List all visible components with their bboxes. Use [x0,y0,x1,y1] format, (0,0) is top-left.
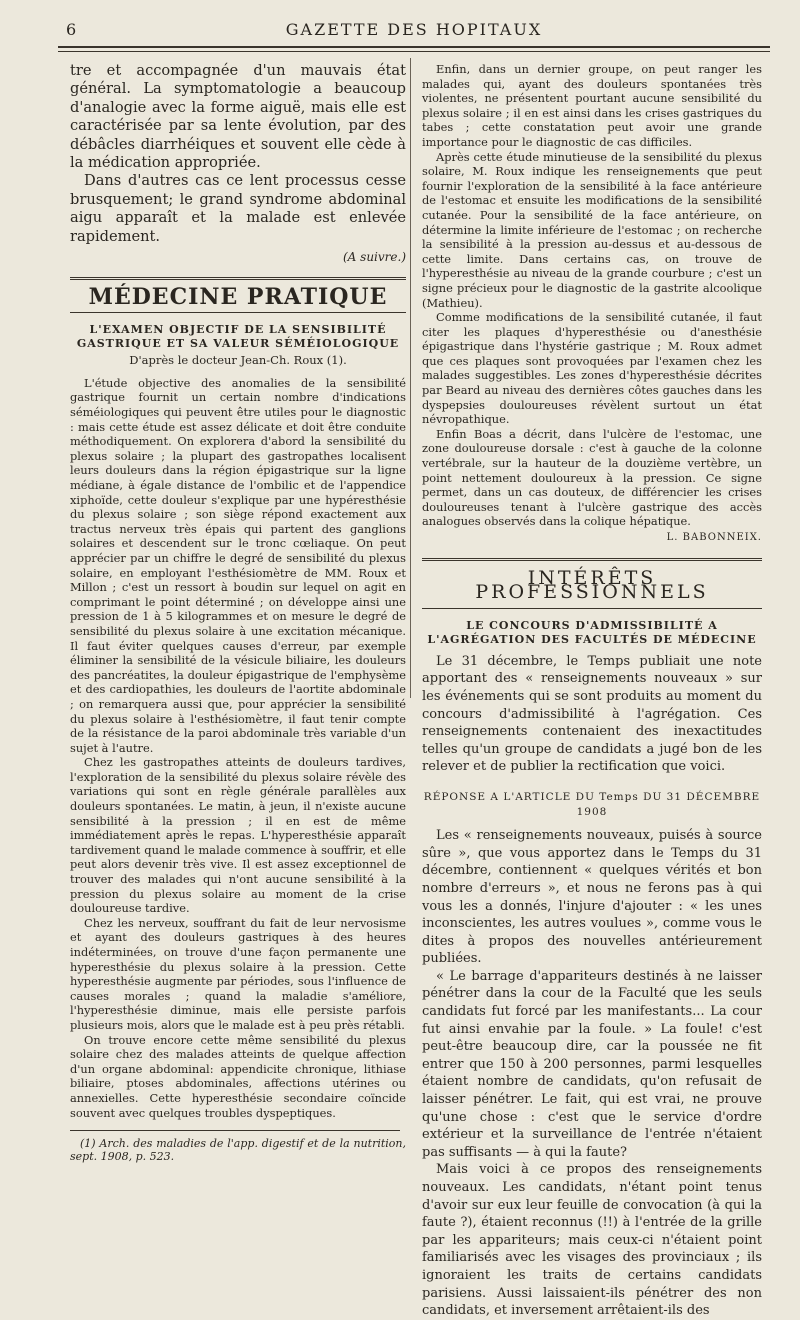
reply-paragraph: Mais voici à ce propos des renseignements nouveaux. Les candidats, n'étant point tenus d'avoir sur eux leur feuille de convocation (à qui la faute ?), étaient reconnus (!!) à l'entrée de la grille par les appariteurs; mais ceux-ci n'étaient point familiarisés avec les visages des provinciaux ; ils ignoraient les traits de certains candidats parisiens. Aussi laissaient-ils pénétrer des non candidats, et inversement arrêtaient-ils des [422,1162,762,1319]
header-rule [58,46,770,48]
article-paragraph: Chez les nerveux, souffrant du fait de leur nervosisme et ayant des douleurs gastriques à des heures indéterminées, on trouve d'une façon permanente une hyperesthésie du plexus solaire à la pression. Cette hyperesthésie augmente par périodes, sous l'influence de causes morales ; quand la maladie s'améliore, l'hyperesthésie diminue, mais elle persiste parfois plusieurs mois, alors que le malade est à peu près rétabli. [70,915,406,1032]
article-title: LE CONCOURS D'ADMISSIBILITÉ A L'AGRÉGATION DES FACULTÉS DE MÉDECINE [427,618,757,646]
reply-title: RÉPONSE A L'ARTICLE DU Temps DU 31 DÉCEMBRE 1908 [423,790,761,818]
footnote: (1) Arch. des maladies de l'app. digestif et de la nutrition, sept. 1908, p. 523. [70,1137,406,1164]
journal-title: GAZETTE DES HOPITAUX [285,20,543,39]
article-paragraph: Le 31 décembre, le Temps publiait une note apportant des « renseignements nouveaux » sur les événements qui se sont produits au moment du concours d'admissibilité à l'agrégation. Ces renseignements contenaient des inexactitudes telles qu'un groupe de candidats a jugé bon de les relever et de publier la rectification que voici. [422,653,762,775]
newspaper-page [58,18,770,1319]
article-paragraph: Après cette étude minutieuse de la sensibilité du plexus solaire, M. Roux indique les renseignements que peut fournir l'exploration de la sensibilité à la face antérieure de l'estomac et ensuite les modifications de la sensibilité cutanée. Pour la sensibilité de la face antérieure, on détermine la limite inférieure de l'estomac ; on recherche la sensibilité à la pression au-dessus et au-dessous de cette limite. Dans certains cas, on trouve de l'hyperesthésie au niveau de la grande courbure ; c'est un signe précieux pour le diagnostic de la gastrite alcoolique (Mathieu). [422,149,762,310]
reply-paragraph: Les « renseignements nouveaux, puisés à source sûre », que vous apportez dans le Temps du 31 décembre, contiennent « quelques vérités et bon nombre d'erreurs », et nous ne ferons pas à qui vous les a donnés, l'injure d'ajouter : « les unes inconscientes, les autres voulues », comme vous le dites à propos des nouvelles antérieurement publiées. [422,828,762,967]
section-rule-thin [70,312,406,313]
intro-paragraph: Dans d'autres cas ce lent processus cesse brusquement; le grand syndrome abdominal aigu apparaît et la malade est enlevée rapidement. [70,172,406,245]
page-number: 6 [66,20,79,39]
article-paragraph: Enfin Boas a décrit, dans l'ulcère de l'estomac, une zone douloureuse dorsale : c'est à gauche de la colonne vertébrale, sur la hauteur de la douzième vertèbre, un point nettement douloureux à la pression. Ce signe permet, dans un cas douteux, de différencier les crises douloureuses tenant à l'ulcère gastrique des accès analogues observés dans la colique hépatique. [422,426,762,529]
section-title-interets-professionnels: INTÉRÊTS PROFESSIONNELS [475,566,709,604]
footnote-rule [70,1130,400,1131]
column-divider [410,58,411,698]
left-column [70,62,406,1163]
article-byline: D'après le docteur Jean-Ch. Roux (1). [129,353,347,368]
reply-paragraph: « Le barrage d'appariteurs destinés à ne laisser pénétrer dans la cour de la Faculté que les seuls candidats fut forcé par les manifestants... La cour fut ainsi envahie par la foule. » La foule! c'est peut-être beaucoup dire, car la poussée ne fit entrer que 150 à 200 personnes, parmi lesquelles étaient nombre de candidats, qu'on refusait de laisser pénétrer. Le fait, qui est vrai, ne prouve qu'une chose : c'est que le service d'ordre extérieur et la surveillance de l'entrée n'étaient pas suffisants — à qui la faute? [422,968,762,1160]
header-rule-thin [58,51,770,52]
article-paragraph: L'étude objective des anomalies de la sensibilité gastrique fournit un certain nombre d'indications séméiologiques qui peuvent être utiles pour le diagnostic : mais cette étude est assez délicate et doit être conduite méthodiquement. On explorera d'abord la sensibilité du plexus solaire ; la plupart des gastropathes localisent leurs douleurs dans la région épigastrique sur la ligne médiane, à égale distance de l'ombilic et de l'appendice xiphoïde, cette douleur s'explique par une hypéresthésie du plexus solaire ; son siège répond exactement aux tractus nerveux très épais qui partent des ganglions solaires et descendent sur le tronc cœliaque. On peut apprécier par un chiffre le degré de sensibilité du plexus solaire, en employant l'esthésiomètre de MM. Roux et Millon ; c'est un ressort à boudin sur lequel on agit en comprimant le point déterminé ; on développe ainsi une pression de 1 à 5 kilogrammes et on mesure le degré de sensibilité du plexus solaire à une excitation mécanique. Il faut éviter quelques causes d'erreur, par exemple éliminer la sensibilité de la vésicule biliaire, les douleurs des pancréatites, la douleur épigastrique de l'emphysème et des cardiopathies, les douleurs de l'aortite abdominale ; on remarquera aussi que, pour apprécier la sensibilité du plexus solaire à l'esthésiomètre, il faut tenir compte de la résistance de la paroi abdominale très variable d'un sujet à l'autre. [70,375,406,755]
article-paragraph: Comme modifications de la sensibilité cutanée, il faut citer les plaques d'hyperesthésie ou d'anesthésie épigastrique dans l'hystérie gastrique ; M. Roux admet que ces plaques sont provoquées par l'examen chez les malades suggestibles. Les zones d'hyperesthésie décrites par Beard au niveau des dernières côtes gauches dans les dyspepsies douloureuses révèlent surtout un état névropathique. [422,310,762,427]
article-paragraph: Chez les gastropathes atteints de douleurs tardives, l'exploration de la sensibilité du plexus solaire révèle des variations qui sont en règle générale parallèles aux douleurs spontanées. Le matin, à jeun, il n'existe aucune sensibilité à la pression ; il en est de même immédiatement après le repas. L'hyperesthésie apparaît tardivement quand le malade commence à souffrir, et elle peut alors devenir très vive. Il est assez exceptionnel de trouver des malades qui n'ont aucune sensibilité à la pression du plexus solaire au moment de la crise douloureuse tardive. [70,755,406,916]
section-title-medecine-pratique: MÉDECINE PRATIQUE [88,283,388,310]
section-rule-thin [422,608,762,609]
right-column [422,62,762,1320]
section-rule [422,558,762,561]
to-follow-note: (A suivre.) [343,250,406,265]
author-signature: L. BABONNEIX. [666,532,762,543]
section-rule [70,277,406,280]
article-paragraph: Enfin, dans un dernier groupe, on peut ranger les malades qui, ayant des douleurs spontanées très violentes, ne présentent pourtant aucune sensibilité du plexus solaire ; il en est ainsi dans les crises gastriques du tabes ; cette constatation peut avoir une grande importance pour le diagnostic de cas difficiles. [422,62,762,149]
article-title: L'EXAMEN OBJECTIF DE LA SENSIBILITÉ GASTRIQUE ET SA VALEUR SÉMÉIOLOGIQUE [76,323,400,351]
running-head [58,18,770,44]
article-paragraph: On trouve encore cette même sensibilité du plexus solaire chez des malades atteints de quelque affection d'un organe abdominal: appendicite chronique, lithiase biliaire, ptoses abdominales, affections utérines ou annexielles. Cette hyperesthésie secondaire coïncide souvent avec quelques troubles dyspeptiques. [70,1032,406,1120]
intro-paragraph: tre et accompagnée d'un mauvais état général. La symptomatologie a beaucoup d'analogie avec la forme aiguë, mais elle est caractérisée par sa lente évolution, par des débâcles diarrhéiques et souvent elle cède à la médication appropriée. [70,62,406,172]
